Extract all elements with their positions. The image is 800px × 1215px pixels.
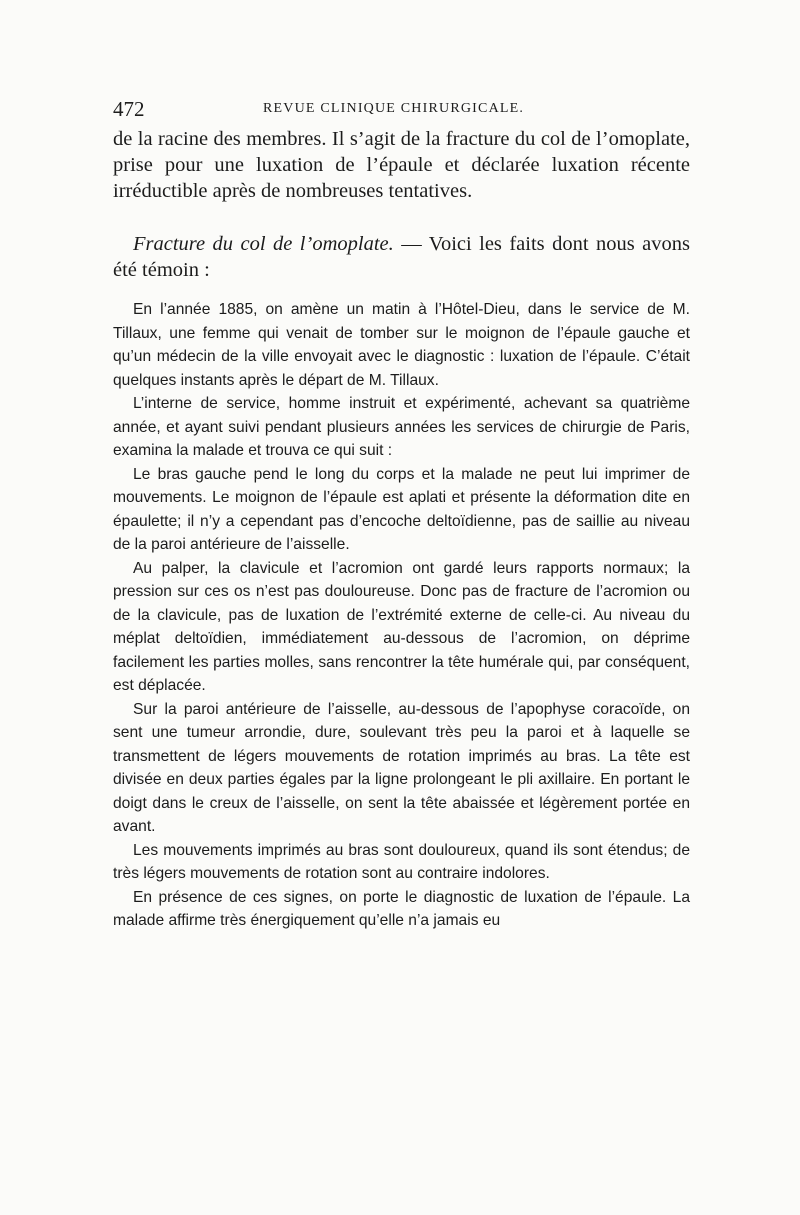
observation-paragraph: Sur la paroi antérieure de l’aisselle, au-dessous de l’apophyse coracoïde, on sent une tumeur arrondie, dure, soulevant très peu la paroi et à laquelle se transmettent de légers mouvements de rotation imprimés au bras. La tête est divisée en deux parties égales par la ligne prolongeant le pli axillaire. En portant le doigt dans le creux de l’aisselle, on sent la tête abaissée et légèrement portée en avant. <box>113 700 690 835</box>
intro-text <box>113 126 690 283</box>
section-lead: — Voici les faits dont nous avons été témoin : <box>113 232 690 281</box>
observation-paragraph: Les mouvements imprimés au bras sont douloureux, quand ils sont étendus; de très légers mouvements de rotation sont au contraire indolores. <box>113 841 690 882</box>
page-number: 472 <box>113 97 145 121</box>
observation-text <box>113 298 690 933</box>
observation-paragraph: En présence de ces signes, on porte le diagnostic de luxation de l’épaule. La malade affirme très énergiquement qu’elle n’a jamais eu <box>113 888 690 929</box>
section-title: Fracture du col de l’omoplate. <box>133 232 394 255</box>
intro-paragraph: de la racine des membres. Il s’agit de la fracture du col de l’omoplate, prise pour une luxation de l’épaule et déclarée luxation récente irréductible après de nombreuses tentatives. <box>113 128 690 203</box>
observation-paragraph: Au palper, la clavicule et l’acromion ont gardé leurs rapports normaux; la pression sur ces os n’est pas douloureuse. Donc pas de fracture de l’acromion ou de la clavicule, pas de luxation de l’extrémité externe de celle-ci. Au niveau du méplat deltoïdien, immédiatement au-dessous de l’acromion, on déprime facilement les parties molles, sans rencontrer la tête humérale qui, par conséquent, est déplacée. <box>113 559 690 694</box>
section-heading-paragraph <box>113 231 690 283</box>
running-title: REVUE CLINIQUE CHIRURGICALE. <box>263 101 525 116</box>
observation-paragraph: En l’année 1885, on amène un matin à l’Hôtel-Dieu, dans le service de M. Tillaux, une femme qui venait de tomber sur le moignon de l’épaule gauche et qu’un médecin de la ville envoyait avec le diagnostic : luxation de l’épaule. C’était quelques instants après le départ de M. Tillaux. <box>113 301 690 389</box>
page-header <box>113 97 690 123</box>
observation-paragraph: Le bras gauche pend le long du corps et la malade ne peut lui imprimer de mouvements. Le moignon de l’épaule est aplati et présente la déformation dite en épaulette; il n’y a cependant pas d’encoche deltoïdienne, pas de saillie au niveau de la paroi antérieure de l’aisselle. <box>113 465 690 553</box>
observation-paragraph: L’interne de service, homme instruit et expérimenté, achevant sa quatrième année, et ayant suivi pendant plusieurs années les services de chirurgie de Paris, examina la malade et trouva ce qui suit : <box>113 395 690 459</box>
